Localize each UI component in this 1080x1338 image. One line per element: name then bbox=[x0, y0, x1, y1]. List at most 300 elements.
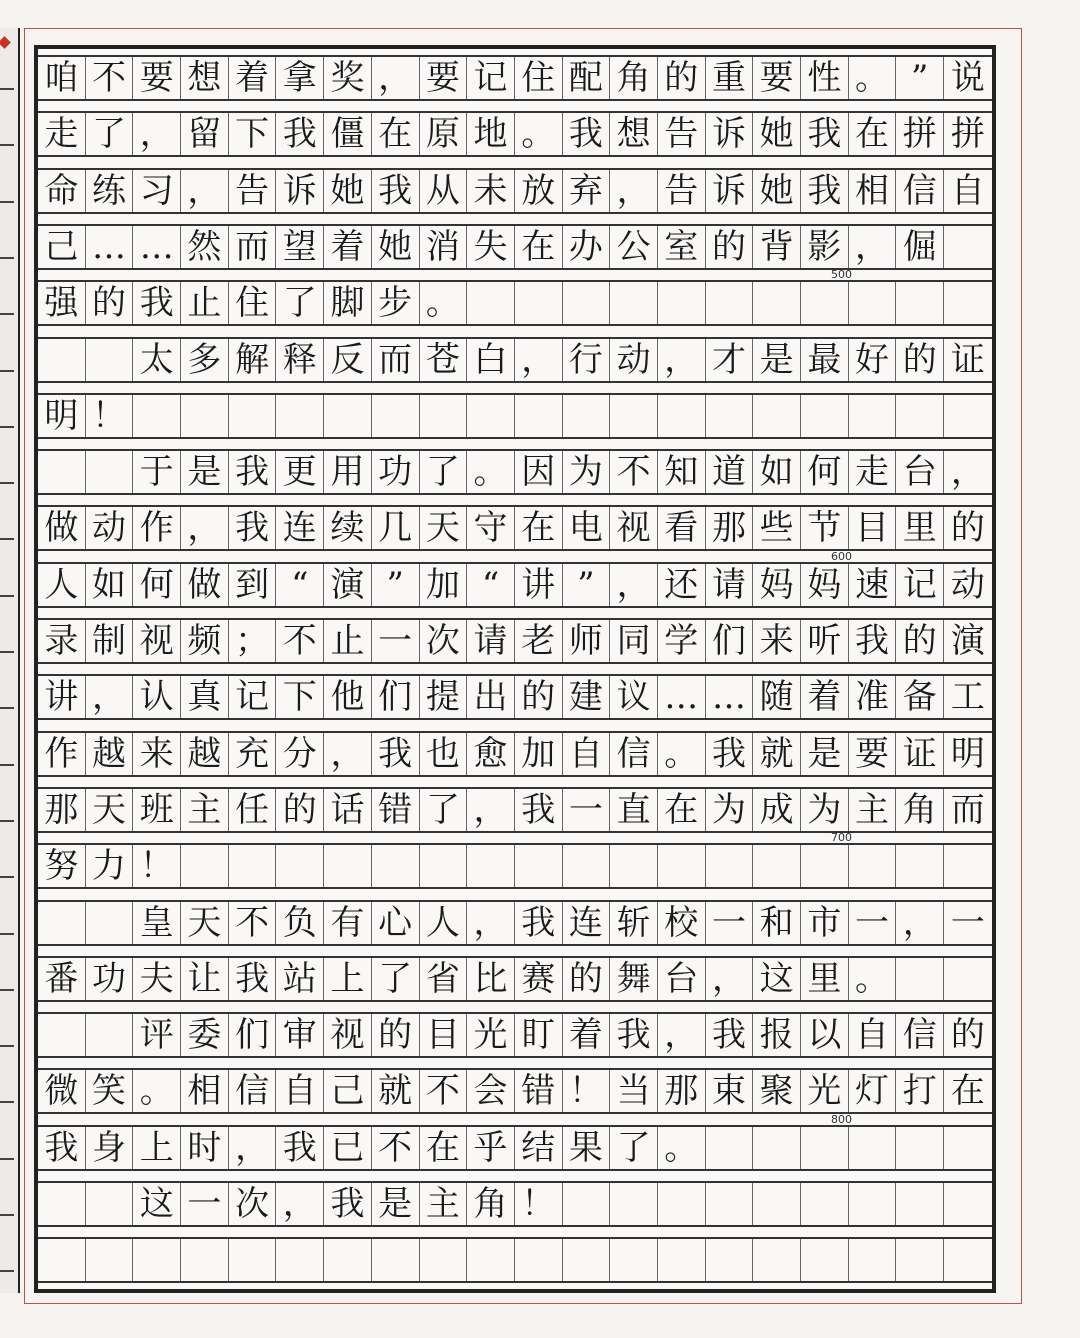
grid-cell bbox=[944, 958, 992, 1000]
grid-cell: 他 bbox=[324, 676, 372, 718]
grid-cell: ！ bbox=[86, 395, 134, 437]
grid-cell: 妈 bbox=[753, 564, 801, 606]
grid-cell: 地 bbox=[467, 113, 515, 155]
grid-cell: 准 bbox=[849, 676, 897, 718]
grid-cell: 是 bbox=[801, 733, 849, 775]
grid-row bbox=[38, 1012, 992, 1058]
grid-cell: 。 bbox=[133, 1070, 181, 1112]
grid-cell: 加 bbox=[420, 564, 468, 606]
grid-cell: 结 bbox=[515, 1127, 563, 1169]
grid-cell: 相 bbox=[181, 1070, 229, 1112]
grid-cell bbox=[849, 395, 897, 437]
grid-cell: 一 bbox=[950, 902, 985, 943]
grid-cell: ， bbox=[610, 564, 658, 606]
grid-cell bbox=[372, 395, 420, 437]
grid-cell bbox=[515, 282, 563, 324]
grid-cell: 那 bbox=[658, 1070, 706, 1112]
grid-cell bbox=[706, 845, 754, 887]
grid-cell: 我 bbox=[849, 620, 897, 662]
grid-cell: 笑 bbox=[86, 1070, 134, 1112]
grid-cell: 我 bbox=[372, 733, 420, 775]
grid-cell: 次 bbox=[229, 1183, 277, 1225]
binding-tick bbox=[0, 595, 14, 597]
grid-cell bbox=[753, 1127, 801, 1169]
grid-cell: ， bbox=[610, 170, 658, 212]
grid-cell bbox=[753, 845, 801, 887]
grid-cell: 我 bbox=[706, 1014, 754, 1056]
grid-row bbox=[38, 280, 992, 326]
grid-cell: 人 bbox=[38, 564, 86, 606]
grid-cell: “ bbox=[467, 564, 515, 606]
grid-cell: 一 bbox=[706, 902, 754, 944]
grid-cell: 上 bbox=[133, 1127, 181, 1169]
grid-cell: 打 bbox=[896, 1070, 944, 1112]
grid-cell: 在 bbox=[515, 226, 563, 268]
grid-cell: ， bbox=[181, 507, 229, 549]
grid-cell: 背 bbox=[753, 226, 801, 268]
grid-cell: 了 bbox=[420, 451, 468, 493]
grid-cell: 一 bbox=[563, 789, 611, 831]
grid-cell: 班 bbox=[133, 789, 181, 831]
grid-cell: 电 bbox=[563, 507, 611, 549]
grid-cell bbox=[467, 395, 515, 437]
grid-cell bbox=[181, 1239, 229, 1281]
grid-cell: 告 bbox=[658, 170, 706, 212]
grid-cell bbox=[706, 282, 754, 324]
grid-cell bbox=[86, 451, 134, 493]
grid-cell bbox=[324, 1239, 372, 1281]
grid-row bbox=[38, 393, 992, 439]
grid-cell: 几 bbox=[372, 507, 420, 549]
grid-cell: 最 bbox=[801, 339, 849, 381]
grid-cell bbox=[563, 395, 611, 437]
grid-cell: 着 bbox=[324, 226, 372, 268]
grid-cell: 审 bbox=[276, 1014, 324, 1056]
grid-cell: 我 bbox=[229, 507, 277, 549]
grid-cell: 下 bbox=[276, 676, 324, 718]
grid-row bbox=[38, 900, 992, 946]
grid-cell: ； bbox=[229, 620, 277, 662]
grid-row bbox=[38, 1237, 992, 1283]
grid-cell bbox=[658, 282, 706, 324]
grid-cell: ” bbox=[372, 564, 420, 606]
grid-cell: 自 bbox=[563, 733, 611, 775]
grid-cell: 人 bbox=[420, 902, 468, 944]
grid-cell bbox=[229, 845, 277, 887]
grid-cell: 守 bbox=[467, 507, 515, 549]
grid-cell bbox=[896, 282, 944, 324]
grid-cell bbox=[944, 1239, 992, 1281]
grid-cell: 作 bbox=[38, 733, 86, 775]
word-count-marker: 600 bbox=[831, 549, 852, 563]
grid-cell: ， bbox=[467, 902, 515, 944]
grid-cell: … bbox=[86, 226, 134, 268]
grid-row bbox=[38, 55, 992, 101]
grid-cell bbox=[467, 845, 515, 887]
grid-cell: ！ bbox=[563, 1070, 611, 1112]
grid-cell bbox=[86, 1014, 134, 1056]
grid-cell: 住 bbox=[229, 282, 277, 324]
grid-cell bbox=[610, 395, 658, 437]
grid-cell bbox=[849, 1183, 897, 1225]
grid-cell bbox=[86, 339, 134, 381]
grid-cell: 们 bbox=[372, 676, 420, 718]
grid-cell bbox=[849, 845, 897, 887]
grid-cell: 台 bbox=[658, 958, 706, 1000]
grid-cell: 配 bbox=[563, 57, 611, 99]
grid-cell: 主 bbox=[420, 1183, 468, 1225]
grid-cell: 我 bbox=[229, 451, 277, 493]
grid-cell: ， bbox=[849, 226, 897, 268]
grid-cell: 了 bbox=[420, 789, 468, 831]
grid-cell bbox=[515, 1239, 563, 1281]
grid-cell bbox=[372, 845, 420, 887]
grid-cell: 要 bbox=[133, 57, 181, 99]
grid-cell: 想 bbox=[610, 113, 658, 155]
grid-cell: 有 bbox=[324, 902, 372, 944]
grid-cell: 我 bbox=[276, 1127, 324, 1169]
grid-cell: 果 bbox=[563, 1127, 611, 1169]
grid-cell: 同 bbox=[610, 620, 658, 662]
grid-cell: 。 bbox=[467, 451, 515, 493]
grid-cell: ” bbox=[563, 564, 611, 606]
grid-cell: 她 bbox=[372, 226, 420, 268]
grid-cell: 好 bbox=[849, 339, 897, 381]
grid-cell: ！ bbox=[133, 845, 181, 887]
grid-cell: 委 bbox=[181, 1014, 229, 1056]
grid-cell: 。 bbox=[849, 958, 897, 1000]
grid-cell bbox=[896, 1127, 944, 1169]
grid-cell: 记 bbox=[229, 676, 277, 718]
grid-cell: 评 bbox=[133, 1014, 181, 1056]
grid-cell: 拿 bbox=[276, 57, 324, 99]
grid-cell: 我 bbox=[133, 282, 181, 324]
grid-cell: 重 bbox=[706, 57, 754, 99]
grid-cell: 加 bbox=[515, 733, 563, 775]
grid-cell: 皇 bbox=[133, 902, 181, 944]
grid-cell: 己 bbox=[324, 1070, 372, 1112]
grid-cell: 的 bbox=[896, 339, 944, 381]
grid-cell: 动 bbox=[86, 507, 134, 549]
grid-cell: 命 bbox=[38, 170, 86, 212]
grid-cell: 番 bbox=[38, 958, 86, 1000]
grid-cell: 办 bbox=[563, 226, 611, 268]
grid-cell: 用 bbox=[324, 451, 372, 493]
grid-cell bbox=[86, 902, 134, 944]
grid-row bbox=[38, 562, 992, 608]
composition-sheet bbox=[34, 45, 996, 1293]
grid-cell: 乎 bbox=[467, 1127, 515, 1169]
grid-cell: 天 bbox=[86, 789, 134, 831]
binding-tick bbox=[0, 1101, 14, 1103]
grid-cell: ， bbox=[658, 1014, 706, 1056]
grid-cell bbox=[610, 1183, 658, 1225]
grid-cell: 越 bbox=[86, 733, 134, 775]
grid-cell: 苍 bbox=[420, 339, 468, 381]
grid-cell: 奖 bbox=[324, 57, 372, 99]
grid-cell: 频 bbox=[181, 620, 229, 662]
grid-cell: 制 bbox=[86, 620, 134, 662]
grid-cell bbox=[944, 845, 992, 887]
grid-cell: 为 bbox=[563, 451, 611, 493]
grid-cell: 在 bbox=[372, 113, 420, 155]
grid-cell: 步 bbox=[372, 282, 420, 324]
grid-cell: 校 bbox=[658, 902, 706, 944]
grid-cell: 里 bbox=[801, 958, 849, 1000]
grid-row bbox=[38, 449, 992, 495]
grid-cell bbox=[324, 395, 372, 437]
grid-cell: 性 bbox=[801, 57, 849, 99]
grid-cell: 不 bbox=[610, 451, 658, 493]
grid-cell: 着 bbox=[229, 57, 277, 99]
grid-cell: 目 bbox=[420, 1014, 468, 1056]
grid-cell: 因 bbox=[515, 451, 563, 493]
grid-cell: 。 bbox=[515, 113, 563, 155]
grid-cell bbox=[133, 1239, 181, 1281]
grid-cell: 而 bbox=[950, 789, 985, 830]
binding-tick bbox=[0, 933, 14, 935]
grid-cell: 角 bbox=[610, 57, 658, 99]
grid-cell bbox=[896, 1239, 944, 1281]
grid-cell: 主 bbox=[849, 789, 897, 831]
grid-cell: 不 bbox=[276, 620, 324, 662]
grid-cell: 议 bbox=[610, 676, 658, 718]
grid-cell bbox=[753, 395, 801, 437]
grid-cell: ， bbox=[229, 1127, 277, 1169]
grid-cell bbox=[515, 395, 563, 437]
grid-cell: 走 bbox=[38, 113, 86, 155]
grid-cell: 些 bbox=[753, 507, 801, 549]
grid-cell: “ bbox=[276, 564, 324, 606]
grid-cell: 和 bbox=[753, 902, 801, 944]
grid-cell bbox=[276, 395, 324, 437]
grid-cell: 。 bbox=[658, 1127, 706, 1169]
grid-cell bbox=[420, 845, 468, 887]
grid-cell: 心 bbox=[372, 902, 420, 944]
grid-cell: 的 bbox=[706, 226, 754, 268]
grid-cell: 速 bbox=[849, 564, 897, 606]
grid-cell: 自 bbox=[276, 1070, 324, 1112]
grid-cell: 如 bbox=[753, 451, 801, 493]
grid-cell: 身 bbox=[86, 1127, 134, 1169]
grid-cell: 话 bbox=[324, 789, 372, 831]
grid-cell: 天 bbox=[420, 507, 468, 549]
grid-cell: 学 bbox=[658, 620, 706, 662]
grid-cell: 如 bbox=[86, 564, 134, 606]
grid-row bbox=[38, 618, 992, 664]
grid-cell bbox=[467, 1239, 515, 1281]
grid-cell: 不 bbox=[420, 1070, 468, 1112]
grid-cell: 建 bbox=[563, 676, 611, 718]
grid-cell: 反 bbox=[324, 339, 372, 381]
grid-row bbox=[38, 731, 992, 777]
grid-cell: 我 bbox=[610, 1014, 658, 1056]
grid-cell: 她 bbox=[324, 170, 372, 212]
grid-cell: 倔 bbox=[896, 226, 944, 268]
grid-cell: 白 bbox=[467, 339, 515, 381]
grid-cell: ， bbox=[467, 789, 515, 831]
grid-cell: 时 bbox=[181, 1127, 229, 1169]
grid-cell: 影 bbox=[801, 226, 849, 268]
grid-cell: 我 bbox=[229, 958, 277, 1000]
grid-cell: 诉 bbox=[706, 170, 754, 212]
grid-cell: 知 bbox=[658, 451, 706, 493]
binding-tick bbox=[0, 144, 14, 146]
grid-cell: 站 bbox=[276, 958, 324, 1000]
grid-cell: 工 bbox=[950, 677, 985, 718]
grid-cell bbox=[801, 1127, 849, 1169]
binding-tick bbox=[0, 1270, 14, 1272]
grid-cell: 那 bbox=[706, 507, 754, 549]
grid-cell: 告 bbox=[229, 170, 277, 212]
grid-cell bbox=[86, 1239, 134, 1281]
grid-cell bbox=[944, 395, 992, 437]
grid-cell: 一 bbox=[849, 902, 897, 944]
grid-cell: 要 bbox=[420, 57, 468, 99]
grid-cell: 才 bbox=[706, 339, 754, 381]
grid-cell: 师 bbox=[563, 620, 611, 662]
grid-row bbox=[38, 168, 992, 214]
grid-cell bbox=[753, 1239, 801, 1281]
grid-cell: 力 bbox=[86, 845, 134, 887]
grid-cell bbox=[276, 1239, 324, 1281]
grid-cell: 解 bbox=[229, 339, 277, 381]
grid-cell: 已 bbox=[324, 1127, 372, 1169]
grid-cell: 原 bbox=[420, 113, 468, 155]
grid-cell: 也 bbox=[420, 733, 468, 775]
grid-cell: 失 bbox=[467, 226, 515, 268]
grid-cell: 了 bbox=[276, 282, 324, 324]
grid-row bbox=[38, 843, 992, 889]
grid-cell bbox=[706, 1183, 754, 1225]
grid-cell: 节 bbox=[801, 507, 849, 549]
grid-cell: 次 bbox=[420, 620, 468, 662]
grid-cell: 的 bbox=[896, 620, 944, 662]
grid-cell: 僵 bbox=[324, 113, 372, 155]
binding-tick bbox=[0, 538, 14, 540]
grid-cell: 盯 bbox=[515, 1014, 563, 1056]
grid-cell bbox=[563, 845, 611, 887]
word-count-marker: 500 bbox=[831, 268, 852, 282]
grid-cell: 在 bbox=[515, 507, 563, 549]
grid-cell: 己 bbox=[38, 226, 86, 268]
grid-cell: 的 bbox=[515, 676, 563, 718]
grid-cell: 消 bbox=[420, 226, 468, 268]
grid-cell: 请 bbox=[706, 564, 754, 606]
grid-cell: 信 bbox=[896, 1014, 944, 1056]
grid-cell bbox=[801, 1239, 849, 1281]
grid-cell: 主 bbox=[181, 789, 229, 831]
grid-cell: 下 bbox=[229, 113, 277, 155]
grid-cell: 公 bbox=[610, 226, 658, 268]
grid-cell: 来 bbox=[133, 733, 181, 775]
grid-cell: 的 bbox=[658, 57, 706, 99]
grid-cell: ！ bbox=[515, 1183, 563, 1225]
grid-cell bbox=[563, 282, 611, 324]
grid-cell: 我 bbox=[515, 902, 563, 944]
grid-cell: 角 bbox=[467, 1183, 515, 1225]
binding-tick bbox=[0, 1158, 14, 1160]
grid-cell bbox=[229, 395, 277, 437]
grid-cell: 。 bbox=[658, 733, 706, 775]
character-grid bbox=[38, 49, 992, 1289]
grid-cell bbox=[849, 1127, 897, 1169]
grid-cell: 是 bbox=[372, 1183, 420, 1225]
grid-cell bbox=[38, 339, 86, 381]
grid-cell: ， bbox=[181, 170, 229, 212]
grid-row bbox=[38, 1125, 992, 1171]
grid-cell: 而 bbox=[229, 226, 277, 268]
grid-cell bbox=[86, 1183, 134, 1225]
grid-cell: 请 bbox=[467, 620, 515, 662]
grid-cell: 。 bbox=[849, 57, 897, 99]
grid-cell: 我 bbox=[563, 113, 611, 155]
binding-tick bbox=[0, 370, 14, 372]
grid-cell: 一 bbox=[181, 1183, 229, 1225]
grid-cell bbox=[801, 1183, 849, 1225]
grid-cell bbox=[706, 1127, 754, 1169]
grid-cell: ， bbox=[324, 733, 372, 775]
grid-cell: 不 bbox=[372, 1127, 420, 1169]
grid-cell: 自 bbox=[950, 170, 985, 211]
grid-cell: ， bbox=[950, 452, 985, 493]
grid-cell: 要 bbox=[849, 733, 897, 775]
grid-cell: 讲 bbox=[38, 676, 86, 718]
grid-cell bbox=[896, 845, 944, 887]
grid-cell: 天 bbox=[181, 902, 229, 944]
grid-cell bbox=[324, 845, 372, 887]
grid-cell: 就 bbox=[753, 733, 801, 775]
binding-tick bbox=[0, 707, 14, 709]
binding-tick bbox=[0, 876, 14, 878]
grid-cell: 随 bbox=[753, 676, 801, 718]
grid-cell: 而 bbox=[372, 339, 420, 381]
grid-cell: 在 bbox=[658, 789, 706, 831]
grid-cell: 我 bbox=[515, 789, 563, 831]
grid-cell bbox=[38, 451, 86, 493]
grid-cell: 斩 bbox=[610, 902, 658, 944]
grid-cell: 未 bbox=[467, 170, 515, 212]
grid-cell: 咱 bbox=[38, 57, 86, 99]
grid-cell: 动 bbox=[950, 564, 985, 605]
binding-tick bbox=[0, 820, 14, 822]
grid-cell bbox=[372, 1239, 420, 1281]
grid-cell: 目 bbox=[849, 507, 897, 549]
grid-cell bbox=[229, 1239, 277, 1281]
grid-cell: 为 bbox=[801, 789, 849, 831]
grid-cell: 的 bbox=[950, 508, 985, 549]
grid-cell: 自 bbox=[849, 1014, 897, 1056]
grid-cell bbox=[944, 1127, 992, 1169]
binding-tick bbox=[0, 989, 14, 991]
grid-cell: 何 bbox=[133, 564, 181, 606]
grid-row bbox=[38, 337, 992, 383]
grid-cell bbox=[896, 395, 944, 437]
grid-cell bbox=[515, 845, 563, 887]
grid-cell: 止 bbox=[324, 620, 372, 662]
grid-cell: 直 bbox=[610, 789, 658, 831]
grid-cell bbox=[753, 1183, 801, 1225]
grid-cell: 到 bbox=[229, 564, 277, 606]
grid-cell: 负 bbox=[276, 902, 324, 944]
grid-row bbox=[38, 1181, 992, 1227]
grid-cell: ， bbox=[276, 1183, 324, 1225]
binding-tick bbox=[0, 201, 14, 203]
grid-cell: 认 bbox=[133, 676, 181, 718]
grid-cell: 信 bbox=[610, 733, 658, 775]
grid-cell: 我 bbox=[276, 113, 324, 155]
grid-cell: 证 bbox=[896, 733, 944, 775]
